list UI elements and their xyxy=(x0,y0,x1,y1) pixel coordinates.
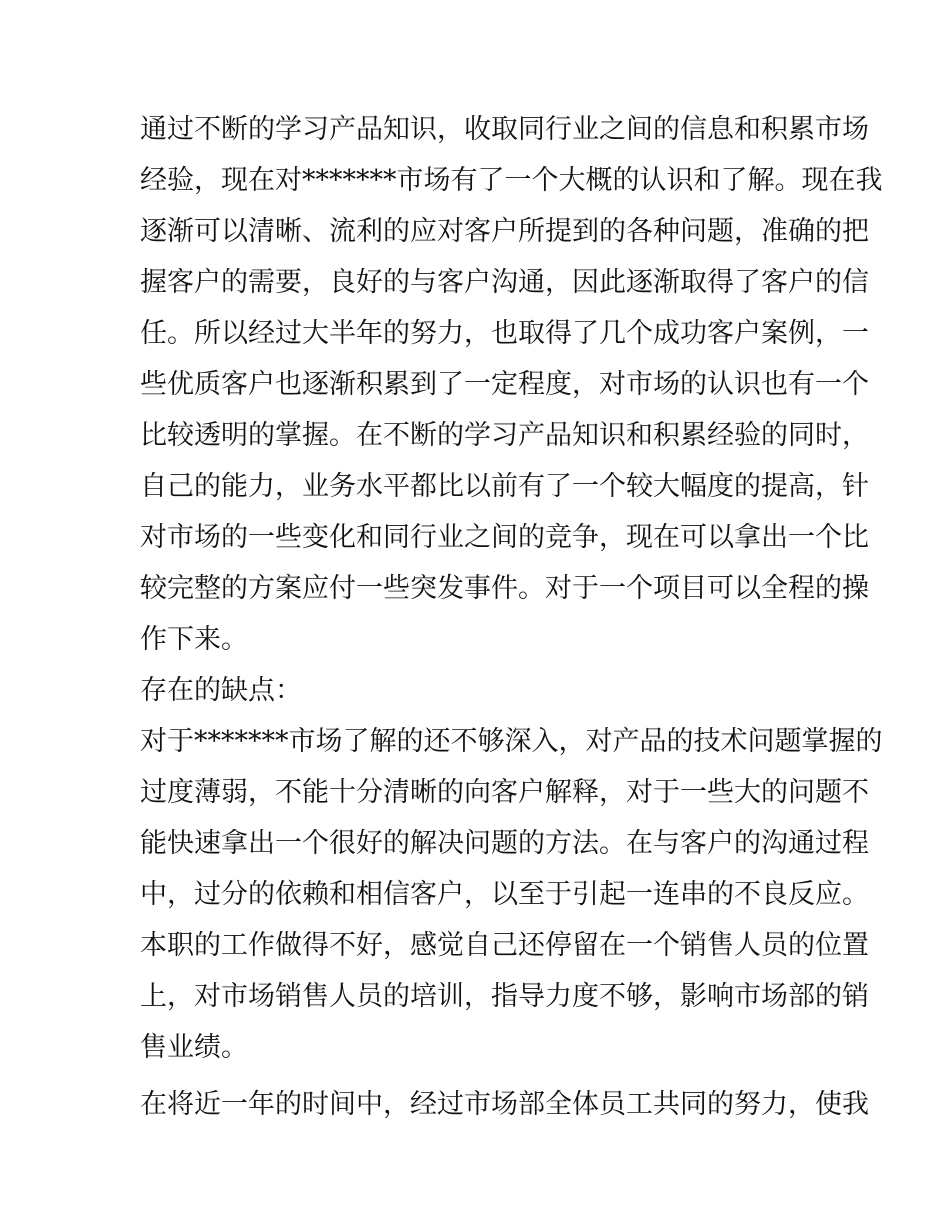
text-line: 上，对市场销售人员的培训，指导力度不够，影响市场部的销 xyxy=(140,981,869,1012)
text-line: 过度薄弱，不能十分清晰的向客户解释，对于一些大的问题不 xyxy=(140,777,869,808)
text-line: 对于*******市场了解的还不够深入，对产品的技术问题掌握的 xyxy=(140,726,883,757)
text-line: 在将近一年的时间中，经过市场部全体员工共同的努力，使我 xyxy=(140,1089,869,1120)
text-line: 售业绩。 xyxy=(140,1032,248,1063)
section-heading-shortcomings: 存在的缺点： xyxy=(140,675,302,706)
text-line: 中，过分的依赖和相信客户，以至于引起一连串的不良反应。 xyxy=(140,879,869,910)
document-body xyxy=(140,104,883,1130)
text-line: 本职的工作做得不好，感觉自己还停留在一个销售人员的位置 xyxy=(140,930,869,961)
text-line: 较完整的方案应付一些突发事件。对于一个项目可以全程的操 xyxy=(140,573,869,604)
text-line: 握客户的需要，良好的与客户沟通，因此逐渐取得了客户的信 xyxy=(140,267,869,298)
text-line: 通过不断的学习产品知识，收取同行业之间的信息和积累市场 xyxy=(140,114,869,145)
text-line: 些优质客户也逐渐积累到了一定程度，对市场的认识也有一个 xyxy=(140,369,869,400)
text-line: 经验，现在对*******市场有了一个大概的认识和了解。现在我 xyxy=(140,165,883,196)
text-line: 比较透明的掌握。在不断的学习产品知识和积累经验的同时， xyxy=(140,420,869,451)
text-line: 自己的能力，业务水平都比以前有了一个较大幅度的提高，针 xyxy=(140,471,869,502)
text-line: 任。所以经过大半年的努力，也取得了几个成功客户案例，一 xyxy=(140,318,869,349)
text-line: 对市场的一些变化和同行业之间的竞争，现在可以拿出一个比 xyxy=(140,522,869,553)
text-line: 作下来。 xyxy=(140,624,248,655)
paragraph-achievements xyxy=(140,104,883,665)
paragraph-shortcomings xyxy=(140,716,883,1073)
text-line: 能快速拿出一个很好的解决问题的方法。在与客户的沟通过程 xyxy=(140,828,869,859)
paragraph-summary xyxy=(140,1079,869,1130)
text-line: 逐渐可以清晰、流利的应对客户所提到的各种问题，准确的把 xyxy=(140,216,869,247)
